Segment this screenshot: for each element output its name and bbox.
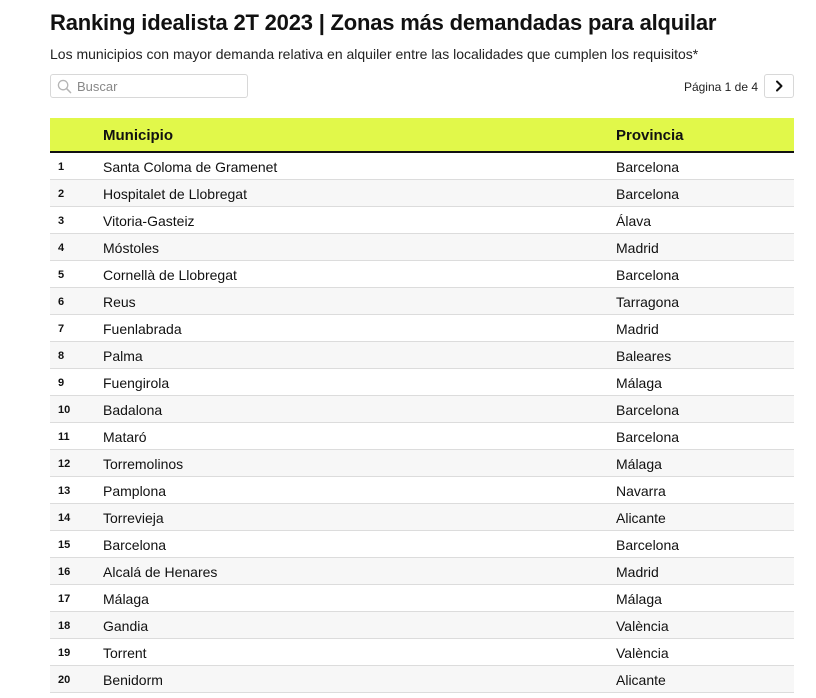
table-row (50, 261, 794, 288)
table-row (50, 531, 794, 558)
page-subtitle: Los municipios con mayor demanda relativa en alquiler entre las localidades que cumplen los requisitos* (50, 46, 699, 62)
municipio-cell: Hospitalet de Llobregat (103, 186, 247, 202)
rank-cell: 17 (58, 593, 71, 605)
municipio-cell: Vitoria-Gasteiz (103, 213, 195, 229)
table-row (50, 369, 794, 396)
rank-cell: 2 (58, 188, 65, 200)
municipio-cell: Móstoles (103, 240, 160, 256)
table-row (50, 423, 794, 450)
provincia-cell: Madrid (616, 564, 659, 580)
municipio-cell: Torrevieja (103, 510, 164, 526)
rank-cell: 4 (58, 242, 65, 254)
rank-cell: 18 (58, 620, 71, 632)
provincia-cell: València (616, 645, 669, 661)
provincia-cell: Barcelona (616, 429, 680, 445)
rank-cell: 14 (58, 512, 71, 524)
table-row (50, 342, 794, 369)
provincia-cell: Barcelona (616, 267, 680, 283)
column-header-provincia[interactable]: Provincia (616, 127, 684, 144)
search-input[interactable] (77, 77, 243, 95)
table-header (50, 118, 794, 153)
rank-cell: 19 (58, 647, 71, 659)
rank-cell: 7 (58, 323, 65, 335)
municipio-cell: Benidorm (103, 672, 163, 688)
table-row (50, 288, 794, 315)
page-title: Ranking idealista 2T 2023 | Zonas más demandadas para alquilar (50, 10, 717, 35)
table-row (50, 207, 794, 234)
search-icon (57, 79, 72, 94)
rank-cell: 3 (58, 215, 65, 227)
provincia-cell: Barcelona (616, 159, 680, 175)
table-row (50, 234, 794, 261)
provincia-cell: Málaga (616, 456, 662, 472)
rank-cell: 10 (58, 404, 71, 416)
next-page-button[interactable] (764, 74, 794, 98)
rank-cell: 1 (58, 161, 65, 173)
municipio-cell: Torrent (103, 645, 147, 661)
provincia-cell: Alicante (616, 510, 666, 526)
search-box[interactable] (50, 74, 248, 98)
pagination-label: Página 1 de 4 (683, 80, 758, 94)
table-row (50, 585, 794, 612)
rank-cell: 16 (58, 566, 71, 578)
table-row (50, 558, 794, 585)
municipio-cell: Cornellà de Llobregat (103, 267, 237, 283)
table-row (50, 477, 794, 504)
municipio-cell: Barcelona (103, 537, 167, 553)
table-row (50, 153, 794, 180)
provincia-cell: Baleares (616, 348, 672, 364)
municipio-cell: Pamplona (103, 483, 167, 499)
municipio-cell: Palma (103, 348, 143, 364)
table-body (50, 153, 794, 693)
rank-cell: 20 (58, 674, 71, 686)
municipio-cell: Torremolinos (103, 456, 184, 472)
municipio-cell: Santa Coloma de Gramenet (103, 159, 278, 175)
provincia-cell: Madrid (616, 240, 659, 256)
provincia-cell: Tarragona (616, 294, 680, 310)
rank-cell: 15 (58, 539, 71, 551)
municipio-cell: Fuengirola (103, 375, 170, 391)
rank-cell: 5 (58, 269, 65, 281)
provincia-cell: Barcelona (616, 537, 680, 553)
table-row (50, 450, 794, 477)
table-row (50, 396, 794, 423)
rank-cell: 13 (58, 485, 71, 497)
municipio-cell: Fuenlabrada (103, 321, 182, 337)
ranking-table (50, 118, 794, 693)
provincia-cell: Álava (616, 213, 652, 229)
municipio-cell: Gandia (103, 618, 149, 634)
provincia-cell: Alicante (616, 672, 666, 688)
column-header-municipio[interactable]: Municipio (103, 127, 173, 144)
rank-cell: 12 (58, 458, 71, 470)
municipio-cell: Mataró (103, 429, 147, 445)
rank-cell: 9 (58, 377, 65, 389)
rank-cell: 6 (58, 296, 65, 308)
table-row (50, 612, 794, 639)
municipio-cell: Badalona (103, 402, 163, 418)
chevron-right-icon (774, 80, 784, 92)
provincia-cell: València (616, 618, 669, 634)
table-row (50, 315, 794, 342)
municipio-cell: Málaga (103, 591, 149, 607)
rank-cell: 8 (58, 350, 65, 362)
provincia-cell: Navarra (616, 483, 666, 499)
table-row (50, 504, 794, 531)
municipio-cell: Reus (103, 294, 136, 310)
municipio-cell: Alcalá de Henares (103, 564, 218, 580)
provincia-cell: Barcelona (616, 186, 680, 202)
table-row (50, 180, 794, 207)
rank-cell: 11 (58, 431, 70, 443)
provincia-cell: Barcelona (616, 402, 680, 418)
table-row (50, 639, 794, 666)
provincia-cell: Málaga (616, 375, 662, 391)
table-row (50, 666, 794, 693)
provincia-cell: Málaga (616, 591, 662, 607)
provincia-cell: Madrid (616, 321, 659, 337)
